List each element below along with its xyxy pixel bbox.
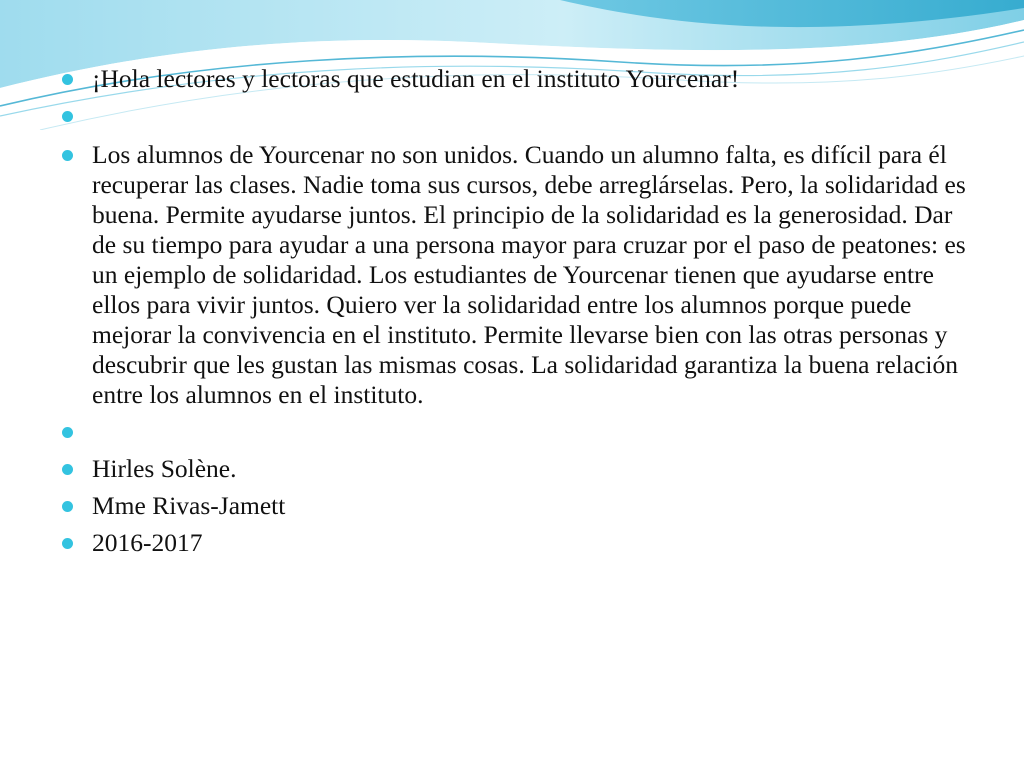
bullet-dot-icon — [62, 538, 73, 549]
bullet-dot-icon — [62, 464, 73, 475]
bullet-text — [92, 101, 972, 131]
bullet-year — [62, 528, 972, 558]
bullet-text — [92, 417, 972, 447]
bullet-dot-icon — [62, 74, 73, 85]
bullet-text: Hirles Solène. — [92, 454, 237, 483]
bullet-dot-icon — [62, 501, 73, 512]
bullet-text: Mme Rivas-Jamett — [92, 491, 286, 520]
bullet-list — [62, 64, 972, 558]
bullet-text: ¡Hola lectores y lectoras que estudian en el instituto Yourcenar! — [92, 64, 740, 93]
bullet-text: 2016-2017 — [92, 528, 203, 557]
bullet-text: Los alumnos de Yourcenar no son unidos. Cuando un alumno falta, es difícil para él recuperar las clases. Nadie toma sus cursos, debe arreglárselas. Pero, la solidaridad es buena. Permite ayudarse juntos. El principio de la solidaridad es la generosidad. Dar de su tiempo para ayudar a una persona mayor para cruzar por el paso de peatones: es un ejemplo de solidaridad. Los estudiantes de Yourcenar tienen que ayudarse entre ellos para vivir juntos. Quiero ver la solidaridad entre los alumnos porque puede mejorar la convivencia en el instituto. Permite llevarse bien con las otras personas y descubrir que les gustan las mismas cosas. La solidaridad garantiza la buena relación entre los alumnos en el instituto. — [92, 140, 966, 409]
bullet-dot-icon — [62, 111, 73, 122]
bullet-empty-2 — [62, 417, 972, 447]
bullet-dot-icon — [62, 150, 73, 161]
bullet-dot-icon — [62, 427, 73, 438]
bullet-greeting — [62, 64, 972, 94]
bullet-author — [62, 454, 972, 484]
bullet-teacher — [62, 491, 972, 521]
bullet-paragraph — [62, 140, 972, 410]
bullet-empty-1 — [62, 101, 972, 131]
